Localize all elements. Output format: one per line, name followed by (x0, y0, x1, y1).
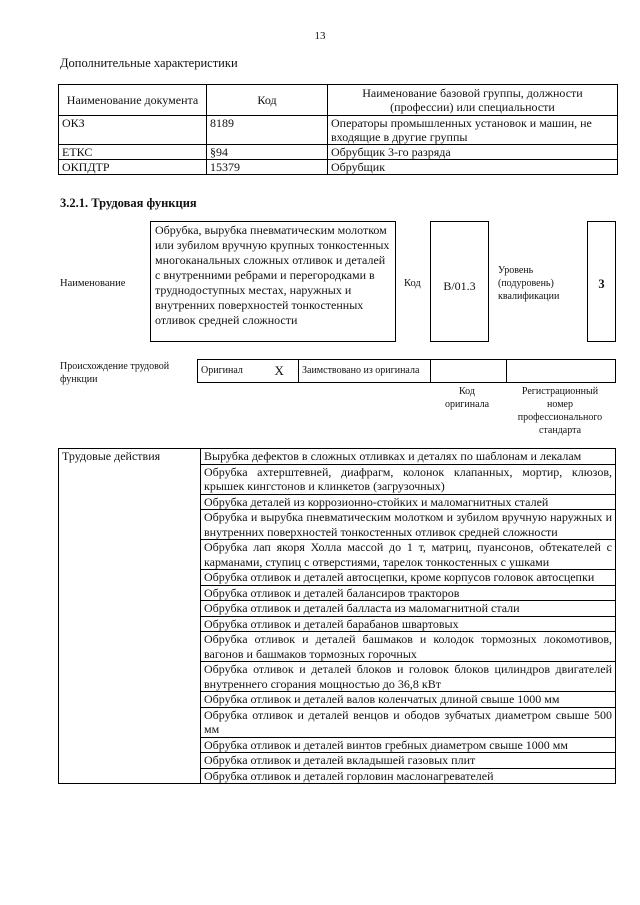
function-name-box: Обрубка, вырубка пневматическим молотком или зубилом вручную крупных тонкостенных многоканальных сложных отливок и деталей с внутренними ребрами и перегородками в труднодоступных местах, наружных и внутренних поверхностей тонкостенных отливок средней сложности (150, 221, 396, 342)
action-item: Обрубка отливок и деталей башмаков и колодок тормозных локомотивов, вагонов и башмаков тормозных горочных (201, 632, 616, 662)
cell-code: §94 (207, 145, 328, 160)
table-header-row (59, 85, 618, 116)
header-code: Код (207, 85, 328, 116)
table-row (59, 160, 618, 175)
cell-doc: ОКЗ (59, 116, 207, 145)
action-item: Обрубка и вырубка пневматическим молотком и зубилом вручную наружных и внутренних поверхностей тонкостенных отливок средней сложности (201, 510, 616, 540)
action-item: Обрубка отливок и деталей балансиров тракторов (201, 585, 616, 601)
action-item: Обрубка деталей из коррозионно-стойких и маломагнитных сталей (201, 494, 616, 510)
qualification-level-label: Уровень (подуровень) квалификации (498, 265, 560, 302)
reg-number-caption: Регистрационный номер профессионального стандарта (517, 386, 603, 436)
action-item: Обрубка отливок и деталей балласта из маломагнитной стали (201, 601, 616, 617)
header-doc-name: Наименование документа (59, 85, 207, 116)
cell-group: Обрубщик (328, 160, 618, 175)
action-item: Обрубка лап якоря Холла массой до 1 т, матриц, пуансонов, обтекателей с карманами, ступиц с отверстиями, тарелок тонкостенных с ушками (201, 540, 616, 570)
cell-group: Обрубщик 3-го разряда (328, 145, 618, 160)
labor-actions-table (58, 448, 616, 784)
action-item: Обрубка отливок и деталей блоков и головок блоков цилиндров двигателей внутреннего сгорания мощностью до 36,8 кВт (201, 662, 616, 692)
action-item: Обрубка отливок и деталей винтов гребных диаметром свыше 1000 мм (201, 737, 616, 753)
cell-group: Операторы промышленных установок и машин, не входящие в другие группы (328, 116, 618, 145)
original-label: Оригинал (198, 360, 261, 383)
action-item: Обрубка отливок и деталей валов коленчатых длиной свыше 1000 мм (201, 692, 616, 708)
origin-label: Происхождение трудовой функции (60, 361, 170, 385)
table-row (59, 449, 616, 465)
borrowed-label: Заимствовано из оригинала (299, 360, 431, 383)
header-group-name: Наименование базовой группы, должности (профессии) или специальности (328, 85, 618, 116)
code-label: Код (404, 278, 421, 289)
original-mark: X (261, 360, 299, 383)
action-item: Обрубка отливок и деталей автосцепки, кроме корпусов головок автосцепки (201, 570, 616, 586)
table-row (59, 116, 618, 145)
page-number: 13 (314, 30, 326, 42)
action-item: Обрубка отливок и деталей горловин маслонагревателей (201, 768, 616, 784)
cell-doc: ОКПДТР (59, 160, 207, 175)
origin-code-caption: Код оригинала (444, 386, 490, 410)
extra-characteristics-table (58, 84, 618, 175)
qualification-level-box: 3 (587, 221, 616, 342)
labor-actions-label: Трудовые действия (59, 449, 201, 784)
origin-table (197, 359, 616, 383)
action-item: Обрубка отливок и деталей венцов и ободов зубчатых диаметром свыше 500 мм (201, 707, 616, 737)
action-item: Вырубка дефектов в сложных отливках и деталях по шаблонам и лекалам (201, 449, 616, 465)
cell-code: 15379 (207, 160, 328, 175)
cell-doc: ЕТКС (59, 145, 207, 160)
table-row (59, 145, 618, 160)
function-name-label: Наименование (60, 278, 126, 289)
action-item: Обрубка отливок и деталей барабанов швартовых (201, 616, 616, 632)
reg-number-cell (507, 360, 616, 383)
code-value-box: В/01.3 (430, 221, 489, 342)
action-item: Обрубка ахтерштевней, диафрагм, колонок клапанных, мортир, клюзов, крышек кингстонов и клинкетов (загрузочных) (201, 464, 616, 494)
extra-characteristics-title: Дополнительные характеристики (60, 56, 238, 70)
origin-code-cell (431, 360, 507, 383)
cell-code: 8189 (207, 116, 328, 145)
action-item: Обрубка отливок и деталей вкладышей газовых плит (201, 753, 616, 769)
section-title: 3.2.1. Трудовая функция (60, 196, 197, 210)
